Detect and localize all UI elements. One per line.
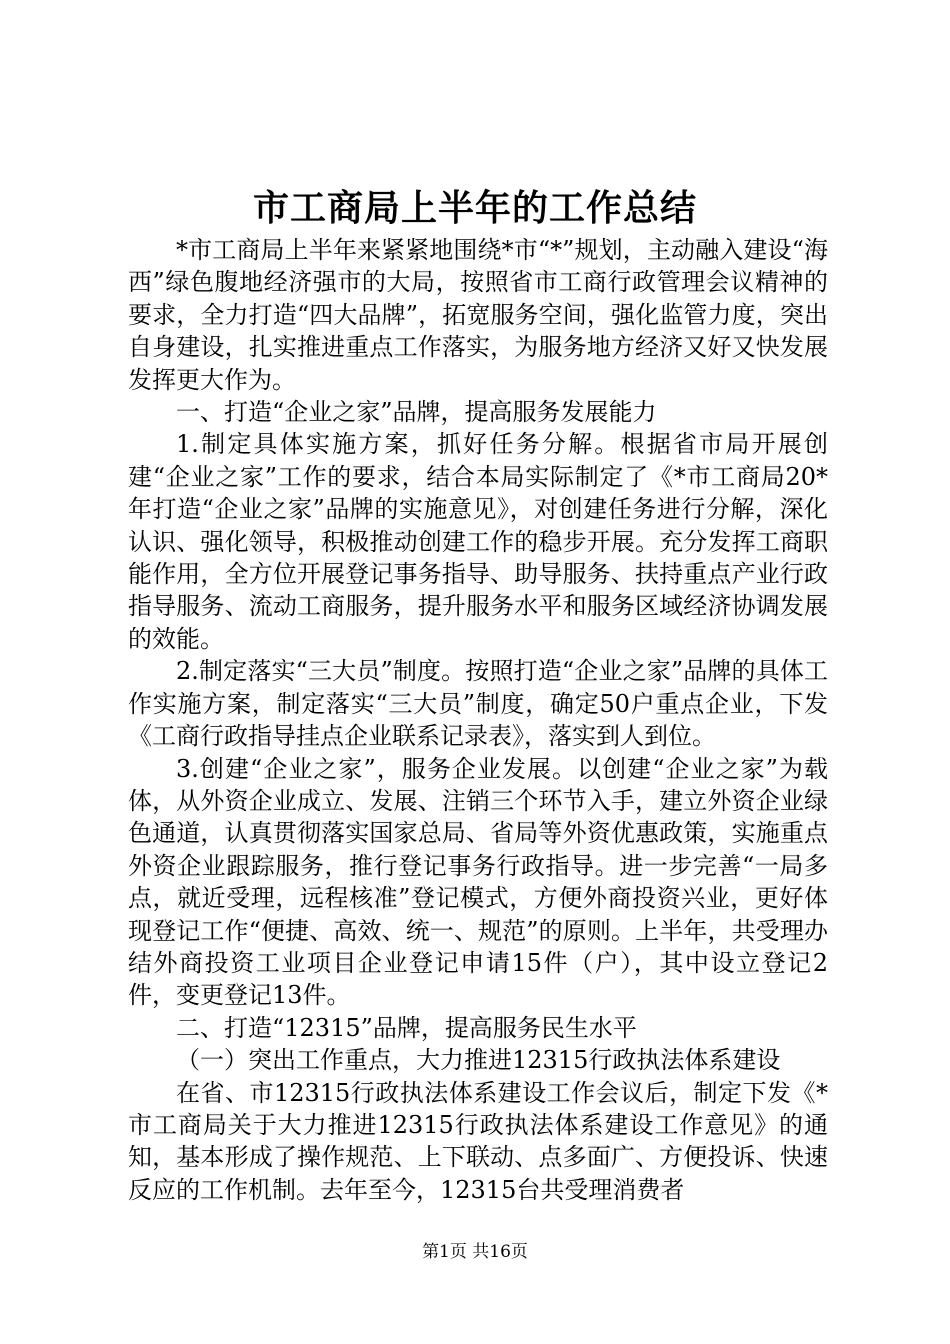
paragraph-item-3: 3.创建“企业之家”，服务企业发展。以创建“企业之家”为载体，从外资企业成立、发展、注销三个环节入手，建立外资企业绿色通道，认真贯彻落实国家总局、省局等外资优惠政策，实施重点外资企业跟踪服务，推行登记事务行政指导。进一步完善“一局多点，就近受理，远程核准”登记模式，方便外商投资兴业，更好体现登记工作“便捷、高效、统一、规范”的原则。上半年，共受理办结外商投资工业项目企业登记申请15件（户），其中设立登记2件，变更登记13件。 — [128, 754, 828, 1010]
paragraph-12315: 在省、市12315行政执法体系建设工作会议后，制定下发《*市工商局关于大力推进12315行政执法体系建设工作意见》的通知，基本形成了操作规范、上下联动、点多面广、方便投诉、快速反应的工作机制。去年至今，12315台共受理消费者 — [128, 1078, 828, 1204]
paragraph-item-2: 2.制定落实“三大员”制度。按照打造“企业之家”品牌的具体工作实施方案，制定落实“三大员”制度，确定50户重点企业，下发《工商行政指导挂点企业联系记录表》，落实到人到位。 — [128, 657, 828, 751]
section-heading-2: 二、打造“12315”品牌，提高服务民生水平 — [176, 1013, 637, 1042]
paragraph-item-1: 1.制定具体实施方案，抓好任务分解。根据省市局开展创建“企业之家”工作的要求，结合本局实际制定了《*市工商局20*年打造“企业之家”品牌的实施意见》，对创建任务进行分解，深化认识、强化领导，积极推动创建工作的稳步开展。充分发挥工商职能作用，全方位开展登记事务指导、助导服务、扶持重点产业行政指导服务、流动工商服务，提升服务水平和服务区域经济协调发展的效能。 — [128, 430, 828, 653]
intro-paragraph: *市工商局上半年来紧紧地围绕*市“*”规划，主动融入建设“海西”绿色腹地经济强市的大局，按照省市工商行政管理会议精神的要求，全力打造“四大品牌”，拓宽服务空间，强化监管力度，突出自身建设，扎实推进重点工作落实，为服务地方经济又好又快发展发挥更大作为。 — [128, 236, 828, 394]
page-number-footer: 第1页 共16页 — [422, 1242, 528, 1262]
document-body — [128, 234, 828, 1206]
document-title: 市工商局上半年的工作总结 — [252, 187, 697, 229]
section-heading-1: 一、打造“企业之家”品牌，提高服务发展能力 — [176, 398, 657, 427]
subsection-heading: （一）突出工作重点，大力推进12315行政执法体系建设 — [176, 1046, 781, 1075]
